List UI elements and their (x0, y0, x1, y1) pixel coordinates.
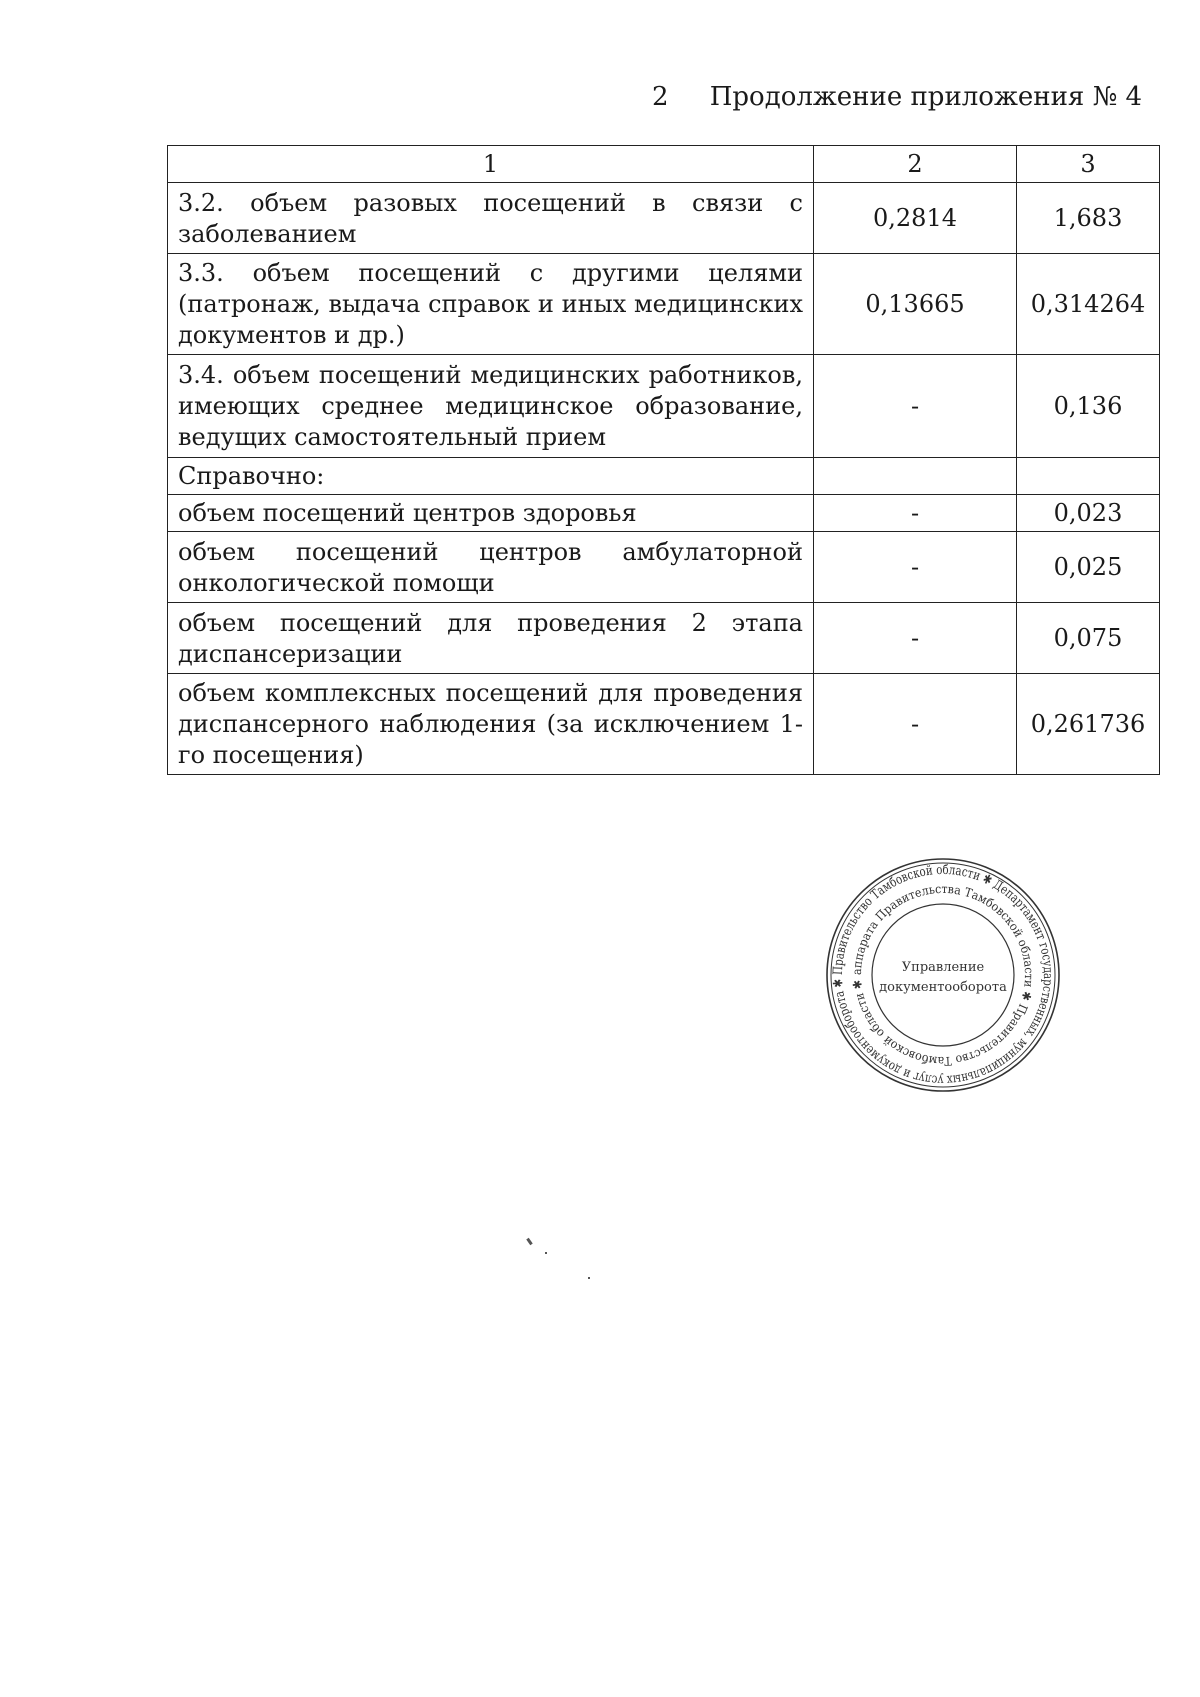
table-row (168, 254, 1160, 355)
row-value-col2: - (814, 532, 1017, 603)
scan-speck (545, 1252, 547, 1254)
row-description: объем посещений центров амбулаторной онкологической помощи (168, 532, 814, 603)
row-description: объем комплексных посещений для проведения диспансерного наблюдения (за исключением 1-го посещения) (168, 674, 814, 775)
row-description: объем посещений для проведения 2 этапа диспансеризации (168, 603, 814, 674)
table-row (168, 183, 1160, 254)
row-description: 3.2. объем разовых посещений в связи с заболеванием (168, 183, 814, 254)
row-value-col2: - (814, 495, 1017, 532)
column-number-2: 2 (814, 146, 1017, 183)
stamp-center-line-2: документооборота (879, 980, 1007, 995)
column-number-1: 1 (168, 146, 814, 183)
row-value-col3: 1,683 (1017, 183, 1160, 254)
table-row (168, 674, 1160, 775)
stamp-middle-text-path (850, 882, 1036, 1068)
row-value-col3: 0,261736 (1017, 674, 1160, 775)
row-description: Справочно: (168, 458, 814, 495)
row-value-col3 (1017, 458, 1160, 495)
row-description: 3.4. объем посещений медицинских работников, имеющих среднее медицинское образование, ведущих самостоятельный прием (168, 355, 814, 458)
office-stamp (823, 855, 1063, 1095)
row-value-col2: - (814, 674, 1017, 775)
row-description: объем посещений центров здоровья (168, 495, 814, 532)
row-value-col2 (814, 458, 1017, 495)
row-value-col3: 0,314264 (1017, 254, 1160, 355)
row-value-col2: - (814, 603, 1017, 674)
column-number-3: 3 (1017, 146, 1160, 183)
stamp-middle-text: аппарата Правительства Тамбовской области ✱ Правительство Тамбовской области ✱ (849, 881, 1037, 1069)
appendix-continuation-label: Продолжение приложения № 4 (709, 82, 1142, 112)
table-row (168, 603, 1160, 674)
table-row (168, 458, 1160, 495)
row-value-col3: 0,136 (1017, 355, 1160, 458)
row-value-col3: 0,023 (1017, 495, 1160, 532)
indicators-table (167, 145, 1160, 775)
stamp-inner-ring (872, 904, 1014, 1046)
stamp-center-line-1: Управление (901, 960, 985, 975)
stamp-outer-text: Правительство Тамбовской области ✱ Департамент государственных, муниципальных услуг и документооборота ✱ (830, 862, 1056, 1088)
table-row (168, 355, 1160, 458)
table-row (168, 495, 1160, 532)
row-value-col2: 0,13665 (814, 254, 1017, 355)
scan-speck (526, 1238, 532, 1245)
row-value-col2: - (814, 355, 1017, 458)
table-header-row (168, 146, 1160, 183)
row-value-col2: 0,2814 (814, 183, 1017, 254)
row-value-col3: 0,025 (1017, 532, 1160, 603)
row-description: 3.3. объем посещений с другими целями (патронаж, выдача справок и иных медицинских документов и др.) (168, 254, 814, 355)
row-value-col3: 0,075 (1017, 603, 1160, 674)
page-number: 2 (652, 82, 669, 112)
scan-speck (588, 1277, 590, 1279)
table-row (168, 532, 1160, 603)
